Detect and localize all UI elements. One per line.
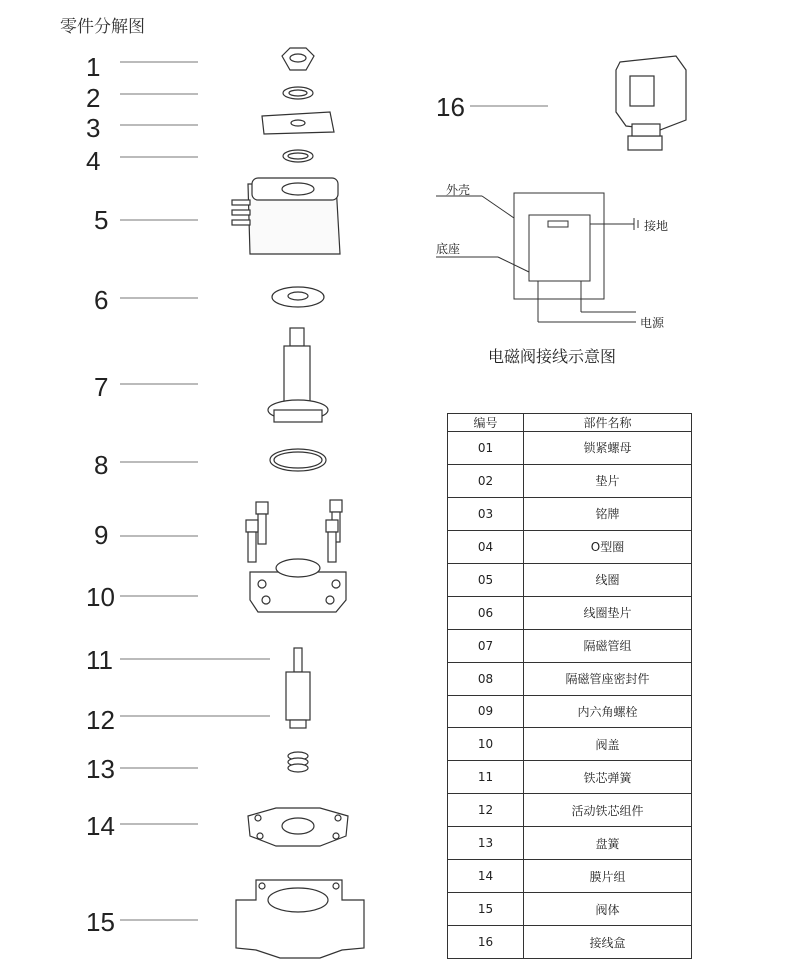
callout-13: 13 <box>86 754 115 784</box>
part-name: 铭牌 <box>524 497 692 530</box>
part-no: 09 <box>448 695 524 728</box>
table-header-row <box>448 414 692 432</box>
table-row <box>448 662 692 695</box>
part-name: 隔磁管组 <box>524 629 692 662</box>
part-no: 06 <box>448 596 524 629</box>
part-no: 05 <box>448 563 524 596</box>
part-name: 锁紧螺母 <box>524 432 692 465</box>
table-row <box>448 728 692 761</box>
callout-2: 2 <box>86 83 101 113</box>
part-no: 10 <box>448 728 524 761</box>
part-name: 垫片 <box>524 464 692 497</box>
valve-cover-icon <box>250 559 346 612</box>
header-name: 部件名称 <box>524 414 692 432</box>
callout-4: 4 <box>86 146 101 176</box>
part-no: 15 <box>448 893 524 926</box>
table-row <box>448 860 692 893</box>
junction-box-icon <box>616 56 686 150</box>
hex-bolt-icons <box>246 500 342 562</box>
table-row <box>448 827 692 860</box>
table-row <box>448 794 692 827</box>
part-name: 活动铁芯组件 <box>524 794 692 827</box>
part-name: 阀盖 <box>524 728 692 761</box>
header-no: 编号 <box>448 414 524 432</box>
table-row <box>448 761 692 794</box>
table-row <box>448 893 692 926</box>
label-power: 电源 <box>640 316 665 330</box>
table-row <box>448 596 692 629</box>
part-no: 08 <box>448 662 524 695</box>
label-shell: 外壳 <box>446 183 471 197</box>
callout-7: 7 <box>94 372 109 402</box>
label-ground: 接地 <box>644 219 669 233</box>
part-name: 线圈垫片 <box>524 596 692 629</box>
part-name: 铁芯弹簧 <box>524 761 692 794</box>
parts-table <box>447 413 692 959</box>
table-row <box>448 629 692 662</box>
part-no: 07 <box>448 629 524 662</box>
table-row <box>448 464 692 497</box>
callout-9: 9 <box>94 520 109 550</box>
valve-body-icon <box>236 880 364 958</box>
label-base: 底座 <box>436 242 461 256</box>
lock-nut-icon <box>282 48 314 70</box>
part-no: 13 <box>448 827 524 860</box>
part-no: 02 <box>448 464 524 497</box>
part-no: 04 <box>448 530 524 563</box>
part-name: 盘簧 <box>524 827 692 860</box>
callout-3: 3 <box>86 113 101 143</box>
coil-spring-icon <box>288 752 308 772</box>
part-no: 14 <box>448 860 524 893</box>
part-no: 12 <box>448 794 524 827</box>
callout-14: 14 <box>86 811 115 841</box>
plunger-icon <box>286 672 310 728</box>
part-name: O型圈 <box>524 530 692 563</box>
callout-11: 11 <box>86 645 113 675</box>
callout-10: 10 <box>86 582 115 612</box>
part-name: 线圈 <box>524 563 692 596</box>
isolation-tube-icon <box>268 328 328 422</box>
wiring-diagram <box>436 193 638 322</box>
part-name: 接线盒 <box>524 926 692 959</box>
callout-1: 1 <box>86 52 101 82</box>
callout-15: 15 <box>86 907 115 937</box>
part-name: 阀体 <box>524 893 692 926</box>
table-row <box>448 563 692 596</box>
part-no: 11 <box>448 761 524 794</box>
callout-16: 16 <box>436 92 465 122</box>
page-title: 零件分解图 <box>60 17 145 37</box>
part-no: 01 <box>448 432 524 465</box>
diaphragm-icon <box>248 808 348 846</box>
callout-6: 6 <box>94 285 109 315</box>
part-name: 内六角螺栓 <box>524 695 692 728</box>
part-name: 膜片组 <box>524 860 692 893</box>
part-no: 16 <box>448 926 524 959</box>
core-spring-icon <box>294 648 302 672</box>
callout-12: 12 <box>86 705 115 735</box>
part-no: 03 <box>448 497 524 530</box>
callout-5: 5 <box>94 205 109 235</box>
table-row <box>448 432 692 465</box>
wiring-diagram-title: 电磁阀接线示意图 <box>488 347 617 366</box>
coil-icon <box>232 178 340 254</box>
callout-8: 8 <box>94 450 109 480</box>
part-name: 隔磁管座密封件 <box>524 662 692 695</box>
table-row <box>448 530 692 563</box>
table-row <box>448 497 692 530</box>
table-row <box>448 695 692 728</box>
table-row <box>448 926 692 959</box>
